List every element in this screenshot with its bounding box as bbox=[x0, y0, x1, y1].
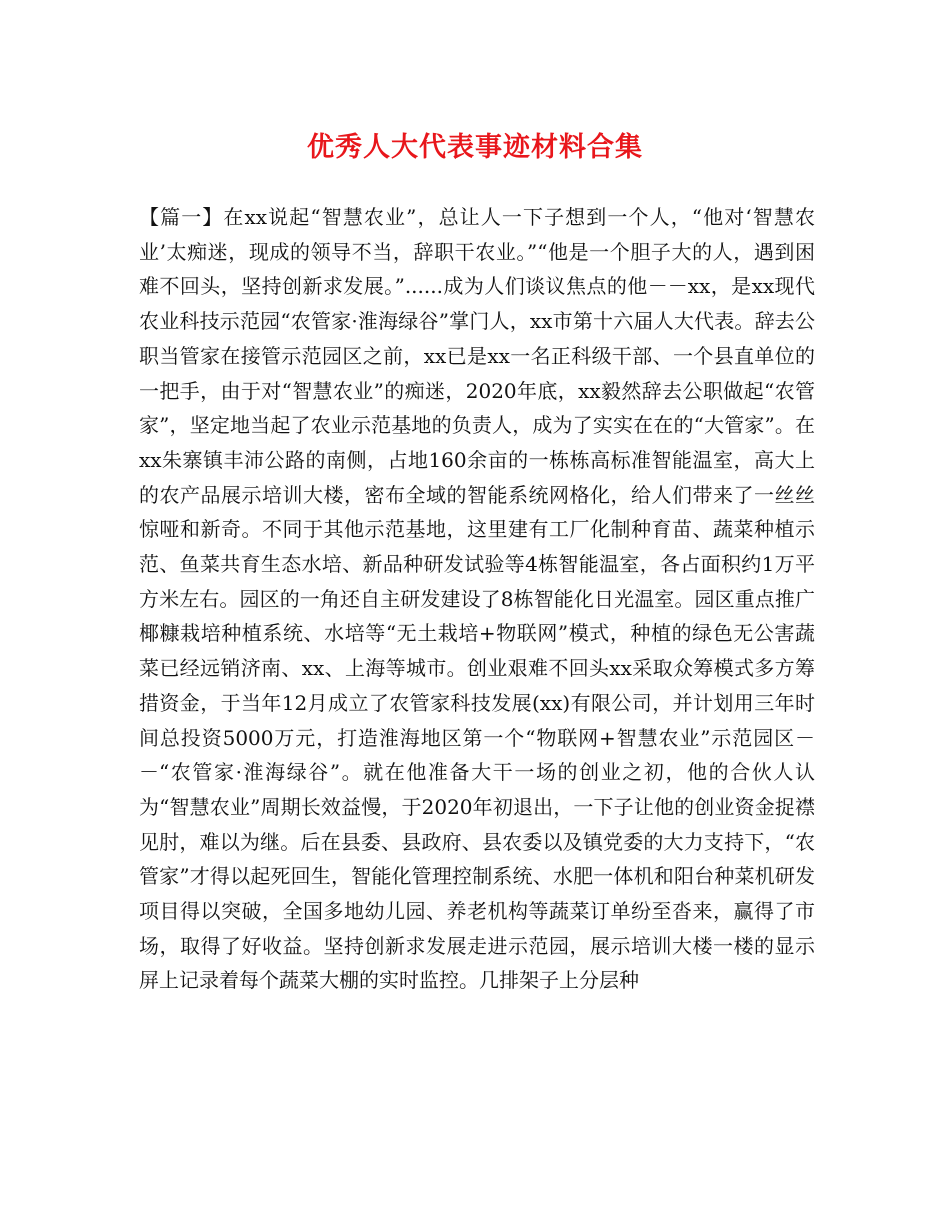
document-title: 优秀人大代表事迹材料合集 bbox=[307, 132, 643, 163]
body-paragraph bbox=[139, 200, 815, 998]
section-tag: 【篇一】 bbox=[139, 205, 224, 229]
paragraph-text: 在xx说起“智慧农业”，总让人一下子想到一个人，“他对‘智慧农业’太痴迷，现成的领导不当，辞职干农业。”“他是一个胆子大的人，遇到困难不回头，坚持创新求发展。”......成为人们谈议焦点的他－－xx，是xx现代农业科技示范园“农管家·淮海绿谷”掌门人，xx市第十六届人大代表。辞去公职当管家在接管示范园区之前，xx已是xx一名正科级干部、一个县直单位的一把手，由于对“智慧农业”的痴迷，2020年底，xx毅然辞去公职做起“农管家”，坚定地当起了农业示范基地的负责人，成为了实实在在的“大管家”。在xx朱寨镇丰沛公路的南侧，占地160余亩的一栋栋高标准智能温室，高大上的农产品展示培训大楼，密布全域的智能系统网格化，给人们带来了一丝丝惊哑和新奇。不同于其他示范基地，这里建有工厂化制种育苗、蔬菜种植示范、鱼菜共育生态水培、新品种研发试验等4栋智能温室，各占面积约1万平方米左右。园区的一角还自主研发建设了8栋智能化日光温室。园区重点推广椰糠栽培种植系统、水培等“无土栽培+物联网”模式，种植的绿色无公害蔬菜已经远销济南、xx、上海等城市。创业艰难不回头xx采取众筹模式多方筹措资金，于当年12月成立了农管家科技发展(xx)有限公司，并计划用三年时间总投资5000万元，打造淮海地区第一个“物联网+智慧农业”示范园区－－“农管家·淮海绿谷”。就在他准备大干一场的创业之初，他的合伙人认为“智慧农业”周期长效益慢，于2020年初退出，一下子让他的创业资金捉襟见肘，难以为继。后在县委、县政府、县农委以及镇党委的大力支持下，“农管家”才得以起死回生，智能化管理控制系统、水肥一体机和阳台种菜机研发项目得以突破，全国多地幼儿园、养老机构等蔬菜订单纷至沓来，赢得了市场，取得了好收益。坚持创新求发展走进示范园，展示培训大楼一楼的显示屏上记录着每个蔬菜大棚的实时监控。几排架子上分层种 bbox=[139, 205, 816, 993]
